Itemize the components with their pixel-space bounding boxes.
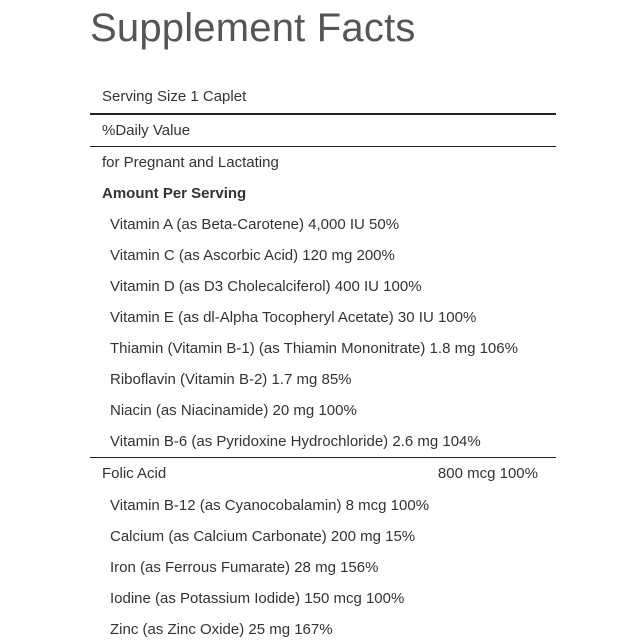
nutrient-row: Iodine (as Potassium Iodide) 150 mcg 100% [110, 590, 405, 607]
thick-divider [90, 113, 556, 115]
nutrient-row: Thiamin (Vitamin B-1) (as Thiamin Mononitrate) 1.8 mg 106% [110, 340, 518, 357]
divider [90, 457, 556, 458]
nutrient-row: Vitamin A (as Beta-Carotene) 4,000 IU 50% [110, 216, 400, 233]
nutrient-row: Vitamin B-12 (as Cyanocobalamin) 8 mcg 100% [110, 497, 430, 514]
nutrient-row: Vitamin D (as D3 Cholecalciferol) 400 IU 100% [110, 278, 422, 295]
nutrient-row: Vitamin B-6 (as Pyridoxine Hydrochloride) 2.6 mg 104% [110, 433, 481, 450]
serving-size: Serving Size 1 Caplet [102, 88, 247, 105]
for-whom-label: for Pregnant and Lactating [102, 154, 279, 171]
folic-acid-row [102, 465, 540, 483]
folic-acid-amount: 800 mcg 100% [437, 465, 538, 482]
amount-per-serving-heading: Amount Per Serving [102, 185, 247, 202]
nutrient-row: Vitamin E (as dl-Alpha Tocopheryl Acetate) 30 IU 100% [110, 309, 477, 326]
nutrient-row: Zinc (as Zinc Oxide) 25 mg 167% [110, 621, 333, 638]
divider [90, 146, 556, 147]
daily-value-header: %Daily Value [102, 122, 191, 139]
nutrient-row: Niacin (as Niacinamide) 20 mg 100% [110, 402, 357, 419]
supplement-facts-title: Supplement Facts [90, 6, 416, 50]
nutrient-row: Iron (as Ferrous Fumarate) 28 mg 156% [110, 559, 379, 576]
nutrient-row: Calcium (as Calcium Carbonate) 200 mg 15% [110, 528, 416, 545]
folic-acid-name: Folic Acid [102, 465, 167, 482]
nutrient-row: Vitamin C (as Ascorbic Acid) 120 mg 200% [110, 247, 395, 264]
nutrient-row: Riboflavin (Vitamin B-2) 1.7 mg 85% [110, 371, 352, 388]
